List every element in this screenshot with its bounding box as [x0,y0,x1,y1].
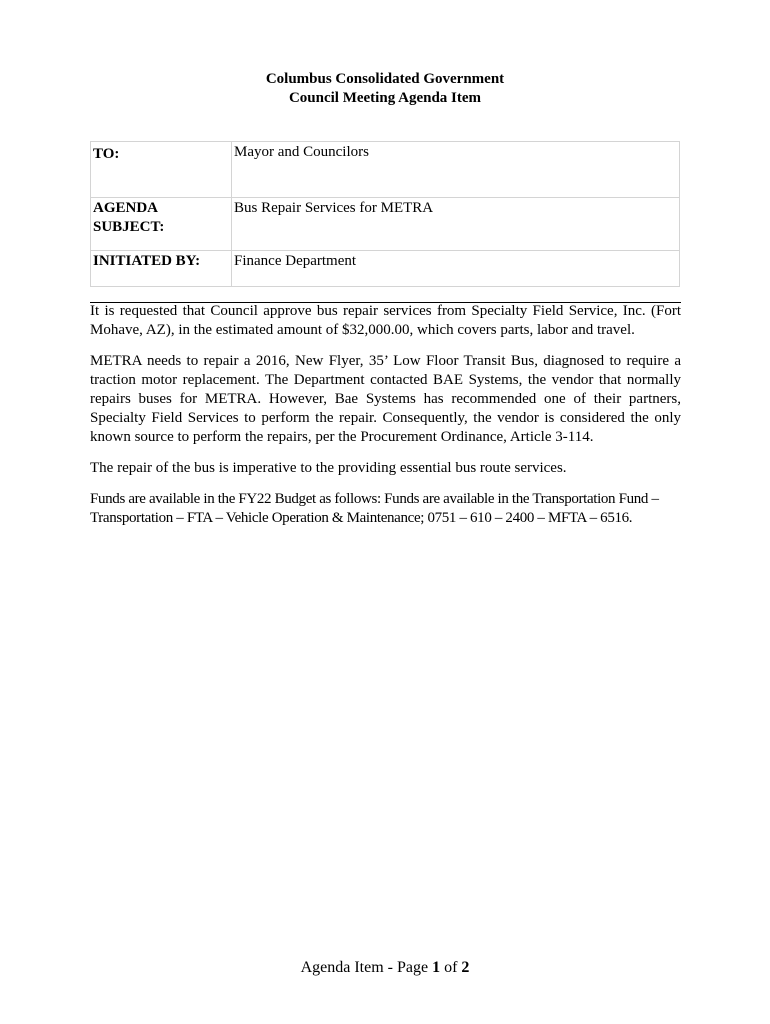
table-row-agenda-subject [91,198,680,251]
document-header [0,70,770,108]
agenda-subject-label-line2: SUBJECT: [93,219,165,235]
agenda-info-table [90,141,680,287]
header-org-name: Columbus Consolidated Government [265,71,505,87]
footer-of: of [440,959,462,976]
body-paragraph-background: METRA needs to repair a 2016, New Flyer, 35’ Low Floor Transit Bus, diagnosed to require a traction motor replacement. The Department contacted BAE Systems, the vendor that normally repairs buses for METRA. However, Bae Systems has recommended one of their partners, Specialty Field Services to perform the repair. Consequently, the vendor is considered the only known source to perform the repairs, per the Procurement Ordinance, Article 3-114. [90,353,681,445]
document-body [90,302,681,540]
footer-page-total: 2 [461,959,470,976]
to-value: Mayor and Councilors [232,142,680,198]
table-row-to [91,142,680,198]
initiated-by-label: INITIATED BY: [91,251,232,287]
table-row-initiated-by [91,251,680,287]
body-paragraph-justification: The repair of the bus is imperative to the providing essential bus route services. [90,460,567,476]
agenda-subject-label-line1: AGENDA [93,200,159,216]
agenda-subject-label [91,198,232,251]
agenda-subject-value: Bus Repair Services for METRA [232,198,680,251]
footer-page-number: 1 [432,959,441,976]
to-label: TO: [91,142,232,198]
initiated-by-value: Finance Department [232,251,680,287]
body-paragraph-request: It is requested that Council approve bus repair services from Specialty Field Service, Inc. (Fort Mohave, AZ), in the estimated amount of $32,000.00, which covers parts, labor and travel. [90,303,681,338]
footer-prefix: Agenda Item - Page [300,959,433,976]
header-doc-title: Council Meeting Agenda Item [288,90,482,106]
body-paragraph-funding: Funds are available in the FY22 Budget as follows: Funds are available in the Transportation Fund – Transportation – FTA – Vehicle Operation & Maintenance; 0751 – 610 – 2400 – MFTA – 6516. [90,491,659,526]
page-footer [0,958,770,978]
